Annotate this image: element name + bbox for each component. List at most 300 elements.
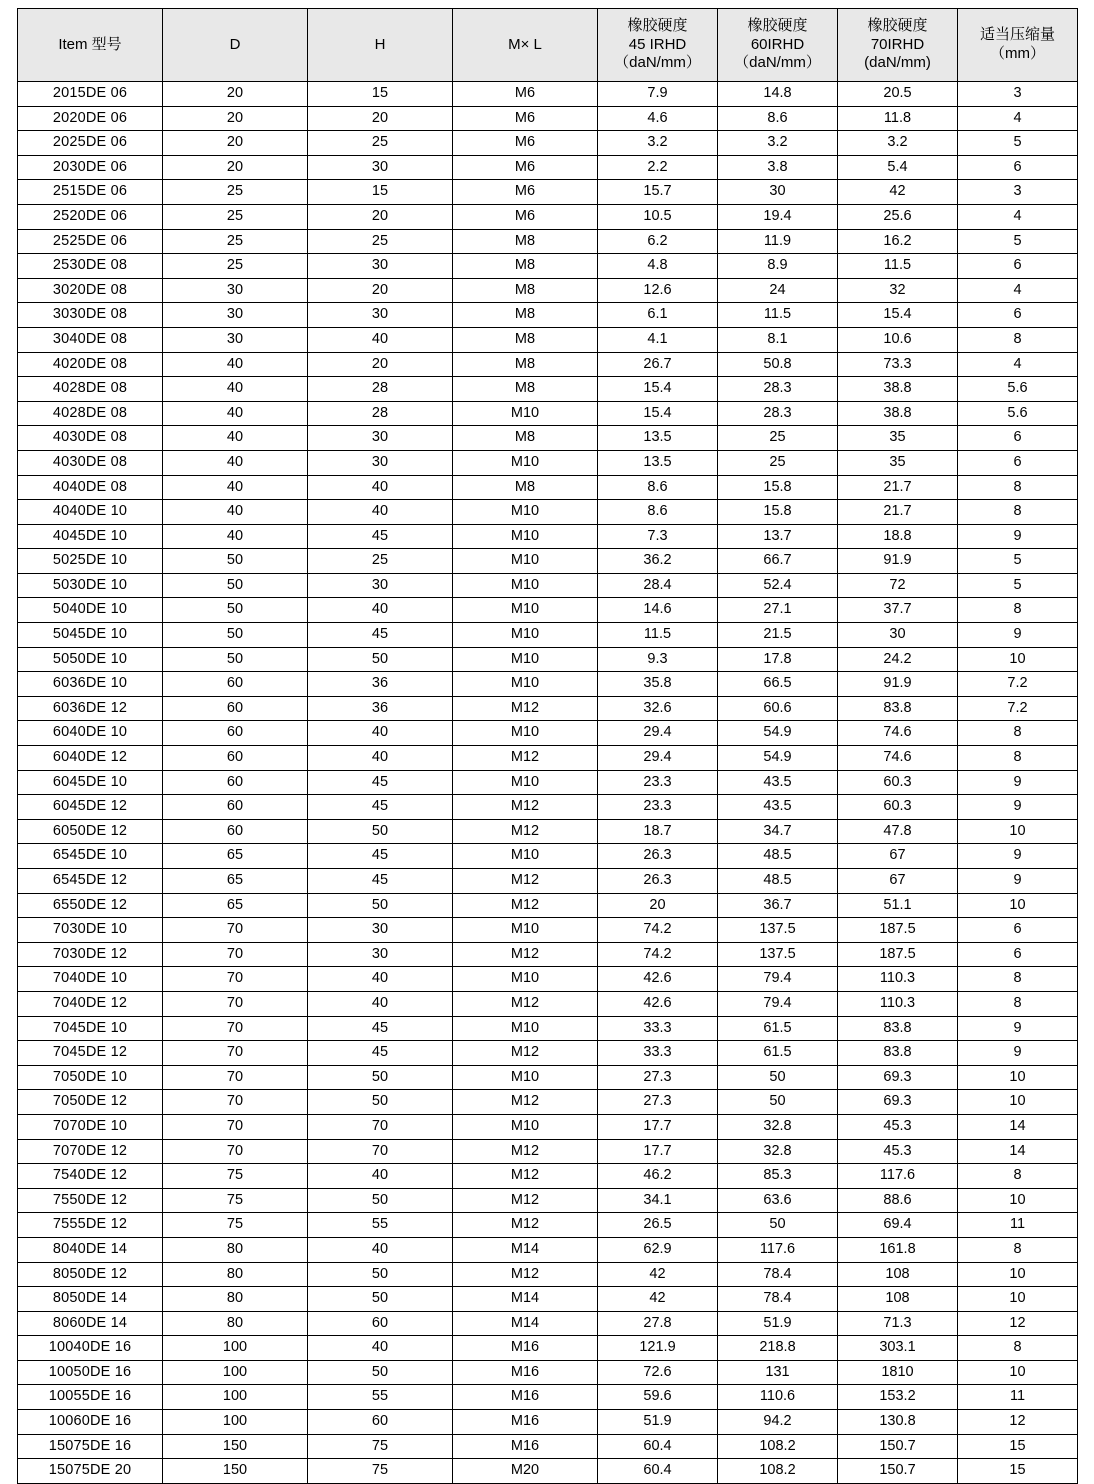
table-cell: 80 xyxy=(163,1287,308,1312)
table-cell: 11.5 xyxy=(598,623,718,648)
item-model-cell: 5025DE 10 xyxy=(18,549,163,574)
item-model-cell: 6045DE 10 xyxy=(18,770,163,795)
table-cell: 45 xyxy=(308,1041,453,1066)
item-model-cell: 6040DE 10 xyxy=(18,721,163,746)
table-cell: 60 xyxy=(163,795,308,820)
table-cell: 5 xyxy=(958,549,1078,574)
table-cell: 18.7 xyxy=(598,819,718,844)
table-cell: 45 xyxy=(308,869,453,894)
table-cell: 5.6 xyxy=(958,401,1078,426)
table-cell: M16 xyxy=(453,1360,598,1385)
table-cell: 45 xyxy=(308,1016,453,1041)
table-cell: 32 xyxy=(838,278,958,303)
table-cell: 130.8 xyxy=(838,1410,958,1435)
table-cell: 28.4 xyxy=(598,573,718,598)
table-cell: M12 xyxy=(453,893,598,918)
item-model-cell: 4030DE 08 xyxy=(18,426,163,451)
table-cell: 25 xyxy=(718,426,838,451)
item-model-cell: 7070DE 12 xyxy=(18,1139,163,1164)
table-cell: 94.2 xyxy=(718,1410,838,1435)
table-cell: 20 xyxy=(598,893,718,918)
table-cell: 100 xyxy=(163,1410,308,1435)
table-cell: 67 xyxy=(838,869,958,894)
table-cell: 66.7 xyxy=(718,549,838,574)
table-row xyxy=(18,1065,1078,1090)
table-row xyxy=(18,352,1078,377)
item-model-cell: 6036DE 10 xyxy=(18,672,163,697)
table-cell: 74.6 xyxy=(838,746,958,771)
item-model-cell: 7045DE 10 xyxy=(18,1016,163,1041)
table-cell: 50 xyxy=(308,819,453,844)
table-cell: 30 xyxy=(308,426,453,451)
table-cell: 21.7 xyxy=(838,475,958,500)
table-cell: 45 xyxy=(308,623,453,648)
item-model-cell: 8040DE 14 xyxy=(18,1237,163,1262)
table-cell: 108 xyxy=(838,1262,958,1287)
table-cell: 10 xyxy=(958,819,1078,844)
table-cell: 8.6 xyxy=(598,500,718,525)
table-cell: 6 xyxy=(958,426,1078,451)
table-cell: 75 xyxy=(163,1164,308,1189)
item-model-cell: 2520DE 06 xyxy=(18,204,163,229)
table-cell: 8 xyxy=(958,598,1078,623)
table-row xyxy=(18,1041,1078,1066)
table-row xyxy=(18,770,1078,795)
table-cell: 20 xyxy=(163,106,308,131)
table-cell: M8 xyxy=(453,254,598,279)
table-cell: 30 xyxy=(163,278,308,303)
table-cell: 54.9 xyxy=(718,721,838,746)
table-cell: 117.6 xyxy=(838,1164,958,1189)
table-cell: M14 xyxy=(453,1237,598,1262)
column-header-line: D xyxy=(229,35,241,53)
table-cell: 70 xyxy=(163,1065,308,1090)
table-cell: 11.5 xyxy=(718,303,838,328)
item-model-cell: 7070DE 10 xyxy=(18,1114,163,1139)
table-cell: 45.3 xyxy=(838,1114,958,1139)
table-cell: 150 xyxy=(163,1434,308,1459)
table-cell: 29.4 xyxy=(598,721,718,746)
table-cell: 6 xyxy=(958,942,1078,967)
table-cell: 62.9 xyxy=(598,1237,718,1262)
table-row xyxy=(18,1016,1078,1041)
table-cell: M12 xyxy=(453,1041,598,1066)
item-model-cell: 6545DE 12 xyxy=(18,869,163,894)
table-row xyxy=(18,1262,1078,1287)
table-row xyxy=(18,918,1078,943)
table-cell: 60 xyxy=(163,672,308,697)
table-cell: M8 xyxy=(453,426,598,451)
table-cell: M10 xyxy=(453,672,598,697)
table-row xyxy=(18,1311,1078,1336)
table-cell: M6 xyxy=(453,180,598,205)
table-cell: 73.3 xyxy=(838,352,958,377)
table-cell: 60.4 xyxy=(598,1459,718,1484)
table-cell: 15.8 xyxy=(718,500,838,525)
table-cell: 40 xyxy=(163,352,308,377)
table-row xyxy=(18,1385,1078,1410)
table-cell: 48.5 xyxy=(718,844,838,869)
table-cell: 70 xyxy=(163,1114,308,1139)
table-row xyxy=(18,426,1078,451)
table-cell: M8 xyxy=(453,303,598,328)
table-cell: 25 xyxy=(163,229,308,254)
table-cell: M10 xyxy=(453,401,598,426)
table-cell: 150.7 xyxy=(838,1434,958,1459)
column-header-line: 橡胶硬度 xyxy=(747,16,808,34)
table-cell: 50 xyxy=(308,1262,453,1287)
table-row xyxy=(18,475,1078,500)
table-cell: 11 xyxy=(958,1213,1078,1238)
item-model-cell: 6045DE 12 xyxy=(18,795,163,820)
table-cell: 50 xyxy=(718,1213,838,1238)
table-cell: 6 xyxy=(958,155,1078,180)
table-cell: 42.6 xyxy=(598,991,718,1016)
table-cell: 25 xyxy=(163,180,308,205)
column-header-3 xyxy=(453,9,598,82)
table-cell: 50 xyxy=(163,647,308,672)
table-cell: M10 xyxy=(453,1114,598,1139)
table-row xyxy=(18,377,1078,402)
table-cell: M10 xyxy=(453,598,598,623)
table-cell: 75 xyxy=(163,1213,308,1238)
table-cell: 50 xyxy=(308,1065,453,1090)
table-cell: 9 xyxy=(958,844,1078,869)
table-cell: 3.2 xyxy=(838,131,958,156)
table-cell: 5 xyxy=(958,131,1078,156)
table-cell: M6 xyxy=(453,82,598,107)
table-cell: 32.8 xyxy=(718,1114,838,1139)
table-cell: 40 xyxy=(163,475,308,500)
item-model-cell: 2030DE 06 xyxy=(18,155,163,180)
table-cell: 18.8 xyxy=(838,524,958,549)
table-cell: 8.9 xyxy=(718,254,838,279)
column-header-line: 45 IRHD xyxy=(628,35,687,53)
table-cell: 50 xyxy=(308,647,453,672)
table-cell: 30 xyxy=(308,450,453,475)
table-cell: M14 xyxy=(453,1287,598,1312)
table-cell: 9 xyxy=(958,1041,1078,1066)
table-cell: 70 xyxy=(163,1139,308,1164)
item-model-cell: 10040DE 16 xyxy=(18,1336,163,1361)
table-cell: 55 xyxy=(308,1385,453,1410)
table-cell: 27.8 xyxy=(598,1311,718,1336)
table-cell: 55 xyxy=(308,1213,453,1238)
table-cell: M10 xyxy=(453,549,598,574)
table-cell: 40 xyxy=(163,450,308,475)
table-cell: M6 xyxy=(453,106,598,131)
item-model-cell: 4028DE 08 xyxy=(18,377,163,402)
table-cell: 10 xyxy=(958,1090,1078,1115)
table-cell: 20 xyxy=(308,106,453,131)
table-cell: 80 xyxy=(163,1262,308,1287)
item-model-cell: 7030DE 12 xyxy=(18,942,163,967)
table-cell: 70 xyxy=(163,1016,308,1041)
table-cell: 3.2 xyxy=(598,131,718,156)
table-row xyxy=(18,131,1078,156)
table-cell: 131 xyxy=(718,1360,838,1385)
item-model-cell: 7540DE 12 xyxy=(18,1164,163,1189)
table-cell: 10 xyxy=(958,647,1078,672)
item-model-cell: 7040DE 12 xyxy=(18,991,163,1016)
table-row xyxy=(18,819,1078,844)
table-row xyxy=(18,82,1078,107)
table-cell: 8 xyxy=(958,475,1078,500)
item-model-cell: 4028DE 08 xyxy=(18,401,163,426)
table-cell: 24.2 xyxy=(838,647,958,672)
table-row xyxy=(18,893,1078,918)
item-model-cell: 3040DE 08 xyxy=(18,327,163,352)
table-cell: 40 xyxy=(163,524,308,549)
table-cell: 30 xyxy=(718,180,838,205)
table-cell: 35 xyxy=(838,450,958,475)
table-cell: 117.6 xyxy=(718,1237,838,1262)
table-cell: 21.7 xyxy=(838,500,958,525)
table-cell: 51.9 xyxy=(598,1410,718,1435)
table-cell: 36 xyxy=(308,696,453,721)
table-cell: 4 xyxy=(958,278,1078,303)
table-cell: 4 xyxy=(958,352,1078,377)
table-row xyxy=(18,524,1078,549)
table-cell: 161.8 xyxy=(838,1237,958,1262)
table-cell: 70 xyxy=(163,967,308,992)
table-cell: 23.3 xyxy=(598,795,718,820)
table-cell: M8 xyxy=(453,327,598,352)
item-model-cell: 5030DE 10 xyxy=(18,573,163,598)
table-row xyxy=(18,278,1078,303)
table-cell: M12 xyxy=(453,991,598,1016)
table-cell: 6 xyxy=(958,918,1078,943)
table-cell: 10 xyxy=(958,1287,1078,1312)
item-model-cell: 2530DE 08 xyxy=(18,254,163,279)
table-cell: 78.4 xyxy=(718,1262,838,1287)
table-cell: 40 xyxy=(163,401,308,426)
table-cell: 9.3 xyxy=(598,647,718,672)
table-cell: 8 xyxy=(958,991,1078,1016)
table-cell: M16 xyxy=(453,1434,598,1459)
table-row xyxy=(18,155,1078,180)
table-cell: 34.1 xyxy=(598,1188,718,1213)
table-cell: 74.6 xyxy=(838,721,958,746)
table-cell: M12 xyxy=(453,942,598,967)
table-cell: 26.5 xyxy=(598,1213,718,1238)
item-model-cell: 5040DE 10 xyxy=(18,598,163,623)
table-cell: 75 xyxy=(163,1188,308,1213)
table-cell: M12 xyxy=(453,869,598,894)
table-cell: M8 xyxy=(453,475,598,500)
table-cell: 110.3 xyxy=(838,967,958,992)
table-cell: 45.3 xyxy=(838,1139,958,1164)
table-cell: 5 xyxy=(958,229,1078,254)
column-header-line: Item 型号 xyxy=(58,35,122,53)
table-cell: 54.9 xyxy=(718,746,838,771)
table-cell: 11.9 xyxy=(718,229,838,254)
table-cell: M10 xyxy=(453,450,598,475)
table-cell: 48.5 xyxy=(718,869,838,894)
item-model-cell: 5045DE 10 xyxy=(18,623,163,648)
column-header-line: M× L xyxy=(508,35,542,53)
table-cell: 8.6 xyxy=(718,106,838,131)
table-cell: 20 xyxy=(308,352,453,377)
table-cell: 27.3 xyxy=(598,1090,718,1115)
table-row xyxy=(18,1114,1078,1139)
table-cell: M6 xyxy=(453,131,598,156)
table-cell: 60.3 xyxy=(838,795,958,820)
table-row xyxy=(18,1287,1078,1312)
item-model-cell: 2525DE 06 xyxy=(18,229,163,254)
table-cell: M16 xyxy=(453,1385,598,1410)
table-cell: 30 xyxy=(163,303,308,328)
table-cell: 40 xyxy=(308,500,453,525)
table-cell: 29.4 xyxy=(598,746,718,771)
table-cell: 27.1 xyxy=(718,598,838,623)
table-cell: M12 xyxy=(453,1090,598,1115)
column-header-line: （mm） xyxy=(990,45,1045,62)
table-cell: 70 xyxy=(163,942,308,967)
item-model-cell: 7040DE 10 xyxy=(18,967,163,992)
table-cell: 67 xyxy=(838,844,958,869)
column-header-5 xyxy=(718,9,838,82)
table-cell: 79.4 xyxy=(718,991,838,1016)
table-cell: 60 xyxy=(163,746,308,771)
table-cell: 108.2 xyxy=(718,1434,838,1459)
table-cell: 33.3 xyxy=(598,1041,718,1066)
table-cell: 8.6 xyxy=(598,475,718,500)
table-cell: 9 xyxy=(958,623,1078,648)
table-cell: 50 xyxy=(163,573,308,598)
table-cell: 30 xyxy=(308,918,453,943)
table-cell: 70 xyxy=(163,991,308,1016)
item-model-cell: 10055DE 16 xyxy=(18,1385,163,1410)
item-model-cell: 7050DE 12 xyxy=(18,1090,163,1115)
item-model-cell: 3030DE 08 xyxy=(18,303,163,328)
table-cell: 12.6 xyxy=(598,278,718,303)
table-cell: 8 xyxy=(958,746,1078,771)
table-cell: 4.8 xyxy=(598,254,718,279)
table-cell: 30 xyxy=(308,303,453,328)
table-cell: 47.8 xyxy=(838,819,958,844)
table-cell: 7.9 xyxy=(598,82,718,107)
table-cell: 60.6 xyxy=(718,696,838,721)
table-cell: 12 xyxy=(958,1410,1078,1435)
table-cell: 26.3 xyxy=(598,844,718,869)
table-cell: 60 xyxy=(163,721,308,746)
item-model-cell: 4020DE 08 xyxy=(18,352,163,377)
table-row xyxy=(18,746,1078,771)
table-cell: 24 xyxy=(718,278,838,303)
table-cell: 38.8 xyxy=(838,377,958,402)
table-cell: 4 xyxy=(958,204,1078,229)
specification-table xyxy=(17,8,1078,1484)
table-cell: 10.5 xyxy=(598,204,718,229)
table-cell: 35.8 xyxy=(598,672,718,697)
table-cell: 28 xyxy=(308,401,453,426)
table-cell: 60.4 xyxy=(598,1434,718,1459)
table-cell: 40 xyxy=(308,327,453,352)
table-cell: 100 xyxy=(163,1385,308,1410)
table-cell: 110.3 xyxy=(838,991,958,1016)
table-cell: M20 xyxy=(453,1459,598,1484)
table-cell: 25 xyxy=(163,254,308,279)
table-row xyxy=(18,672,1078,697)
table-row xyxy=(18,942,1078,967)
table-cell: 60 xyxy=(308,1311,453,1336)
item-model-cell: 2025DE 06 xyxy=(18,131,163,156)
table-cell: 60 xyxy=(308,1410,453,1435)
table-cell: 69.4 xyxy=(838,1213,958,1238)
table-cell: 25 xyxy=(308,549,453,574)
table-cell: 4.6 xyxy=(598,106,718,131)
table-cell: M10 xyxy=(453,844,598,869)
table-cell: 52.4 xyxy=(718,573,838,598)
item-model-cell: 8060DE 14 xyxy=(18,1311,163,1336)
table-cell: 45 xyxy=(308,844,453,869)
column-header-4 xyxy=(598,9,718,82)
table-cell: 25 xyxy=(308,229,453,254)
table-cell: 50 xyxy=(163,623,308,648)
table-cell: 40 xyxy=(308,991,453,1016)
table-cell: M12 xyxy=(453,1164,598,1189)
table-cell: 37.7 xyxy=(838,598,958,623)
table-cell: 61.5 xyxy=(718,1016,838,1041)
table-cell: 12 xyxy=(958,1311,1078,1336)
table-cell: 15 xyxy=(308,82,453,107)
column-header-line: 橡胶硬度 xyxy=(867,16,928,34)
table-cell: 51.9 xyxy=(718,1311,838,1336)
table-cell: 75 xyxy=(308,1434,453,1459)
table-cell: 61.5 xyxy=(718,1041,838,1066)
table-cell: 40 xyxy=(308,475,453,500)
table-cell: 11.5 xyxy=(838,254,958,279)
table-cell: M10 xyxy=(453,647,598,672)
table-cell: 10 xyxy=(958,1262,1078,1287)
table-row xyxy=(18,401,1078,426)
table-cell: 5.4 xyxy=(838,155,958,180)
table-cell: 9 xyxy=(958,869,1078,894)
table-cell: 78.4 xyxy=(718,1287,838,1312)
table-cell: 8 xyxy=(958,1336,1078,1361)
item-model-cell: 2015DE 06 xyxy=(18,82,163,107)
column-header-line: 70IRHD xyxy=(870,35,925,53)
table-cell: M10 xyxy=(453,524,598,549)
table-cell: 34.7 xyxy=(718,819,838,844)
item-model-cell: 15075DE 20 xyxy=(18,1459,163,1484)
table-row xyxy=(18,450,1078,475)
table-cell: 40 xyxy=(308,721,453,746)
table-cell: 8 xyxy=(958,1164,1078,1189)
table-cell: 91.9 xyxy=(838,549,958,574)
table-cell: 26.7 xyxy=(598,352,718,377)
column-header-1 xyxy=(163,9,308,82)
table-cell: 50 xyxy=(308,1090,453,1115)
column-header-line: (daN/mm) xyxy=(864,54,931,72)
table-cell: 15.4 xyxy=(598,401,718,426)
table-cell: 36.7 xyxy=(718,893,838,918)
table-cell: 43.5 xyxy=(718,770,838,795)
table-row xyxy=(18,795,1078,820)
table-row xyxy=(18,1188,1078,1213)
table-row xyxy=(18,1459,1078,1484)
table-cell: 42 xyxy=(598,1262,718,1287)
table-cell: M10 xyxy=(453,721,598,746)
table-header xyxy=(18,9,1078,82)
table-cell: 9 xyxy=(958,770,1078,795)
table-row xyxy=(18,844,1078,869)
table-cell: 153.2 xyxy=(838,1385,958,1410)
table-cell: 14 xyxy=(958,1139,1078,1164)
table-cell: 79.4 xyxy=(718,967,838,992)
table-cell: M10 xyxy=(453,770,598,795)
